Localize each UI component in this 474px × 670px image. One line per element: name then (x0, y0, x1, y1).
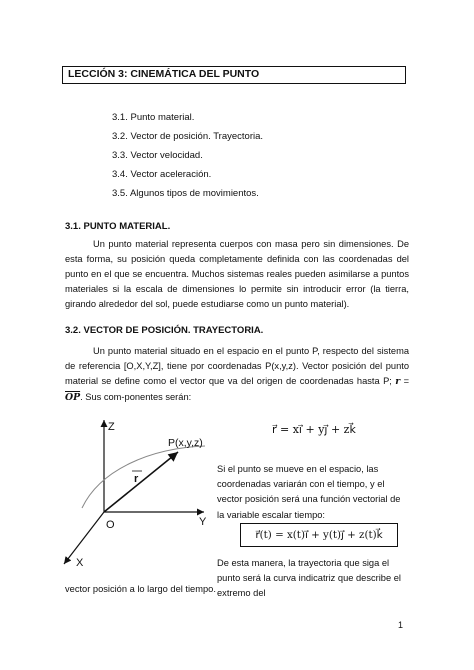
time-dependence-text (217, 462, 409, 523)
section2-text-c: Si el punto se mueve en el espacio, las coordenadas variarán con el tiempo, y el vector posición será una función vectorial de la variable escalar tiempo: (217, 464, 401, 520)
toc-item: 3.1. Punto material. (112, 112, 195, 123)
toc-item: 3.2. Vector de posición. Trayectoria. (112, 131, 264, 142)
equals-sign: = (400, 375, 409, 386)
x-axis-label: X (76, 557, 84, 569)
z-axis-label: Z (108, 421, 115, 433)
vector-op-symbol: $\overline{OP}$ (65, 391, 81, 403)
position-equation: r⃗ = xi⃗ + yj⃗ + zk⃗ (272, 423, 356, 436)
section1-heading: 3.1. PUNTO MATERIAL. (65, 221, 171, 232)
toc-item: 3.4. Vector aceleración. (112, 169, 212, 180)
time-position-equation: r⃗(t) = x(t)i⃗ + y(t)j⃗ + z(t)k⃗ (255, 529, 383, 541)
y-axis-label: Y (199, 516, 207, 528)
time-position-equation-box (240, 523, 398, 547)
origin-label: O (106, 519, 115, 531)
trajectory-curve (82, 446, 205, 508)
section2-text-b: . Sus com-ponentes serán: (80, 391, 192, 402)
lesson-title: LECCIÓN 3: CINEMÁTICA DEL PUNTO (68, 68, 260, 80)
vector-r-label: r (134, 473, 139, 485)
x-axis (64, 512, 104, 564)
section2-heading: 3.2. VECTOR DE POSICIÓN. TRAYECTORIA. (65, 325, 264, 336)
trajectory-text-end: vector posición a lo largo del tiempo. (65, 584, 216, 594)
point-p-label: P(x,y,z) (168, 437, 203, 449)
page-number: 1 (398, 620, 404, 630)
toc-item: 3.3. Vector velocidad. (112, 150, 203, 161)
trajectory-text: De esta manera, la trayectoria que siga el punto será la curva indicatriz que describe el extremo del (217, 558, 401, 599)
section1-text: Un punto material representa cuerpos con masa pero sin dimensiones. De esta forma, su posición queda completamente definida con las coordenadas del punto en el que se encuentra. Muchos sistemas reales pueden asimilarse a puntos materiales si la escala de dimensiones lo permite sin introducir error (la tierra, girando alrededor del sol, puede estudiarse como un punto material). (65, 239, 409, 309)
toc-item: 3.5. Algunos tipos de movimientos. (112, 188, 259, 199)
vector-r-symbol: r (395, 375, 401, 387)
section2-text-a: Un punto material situado en el espacio en el punto P, respecto del sistema de referencia [O,X,Y,Z], tiene por coordenadas P(x,y,z). Vector posición del punto material se define como el vector que va del origen de coordenadas hasta P; (65, 346, 409, 386)
position-vector (104, 452, 178, 512)
